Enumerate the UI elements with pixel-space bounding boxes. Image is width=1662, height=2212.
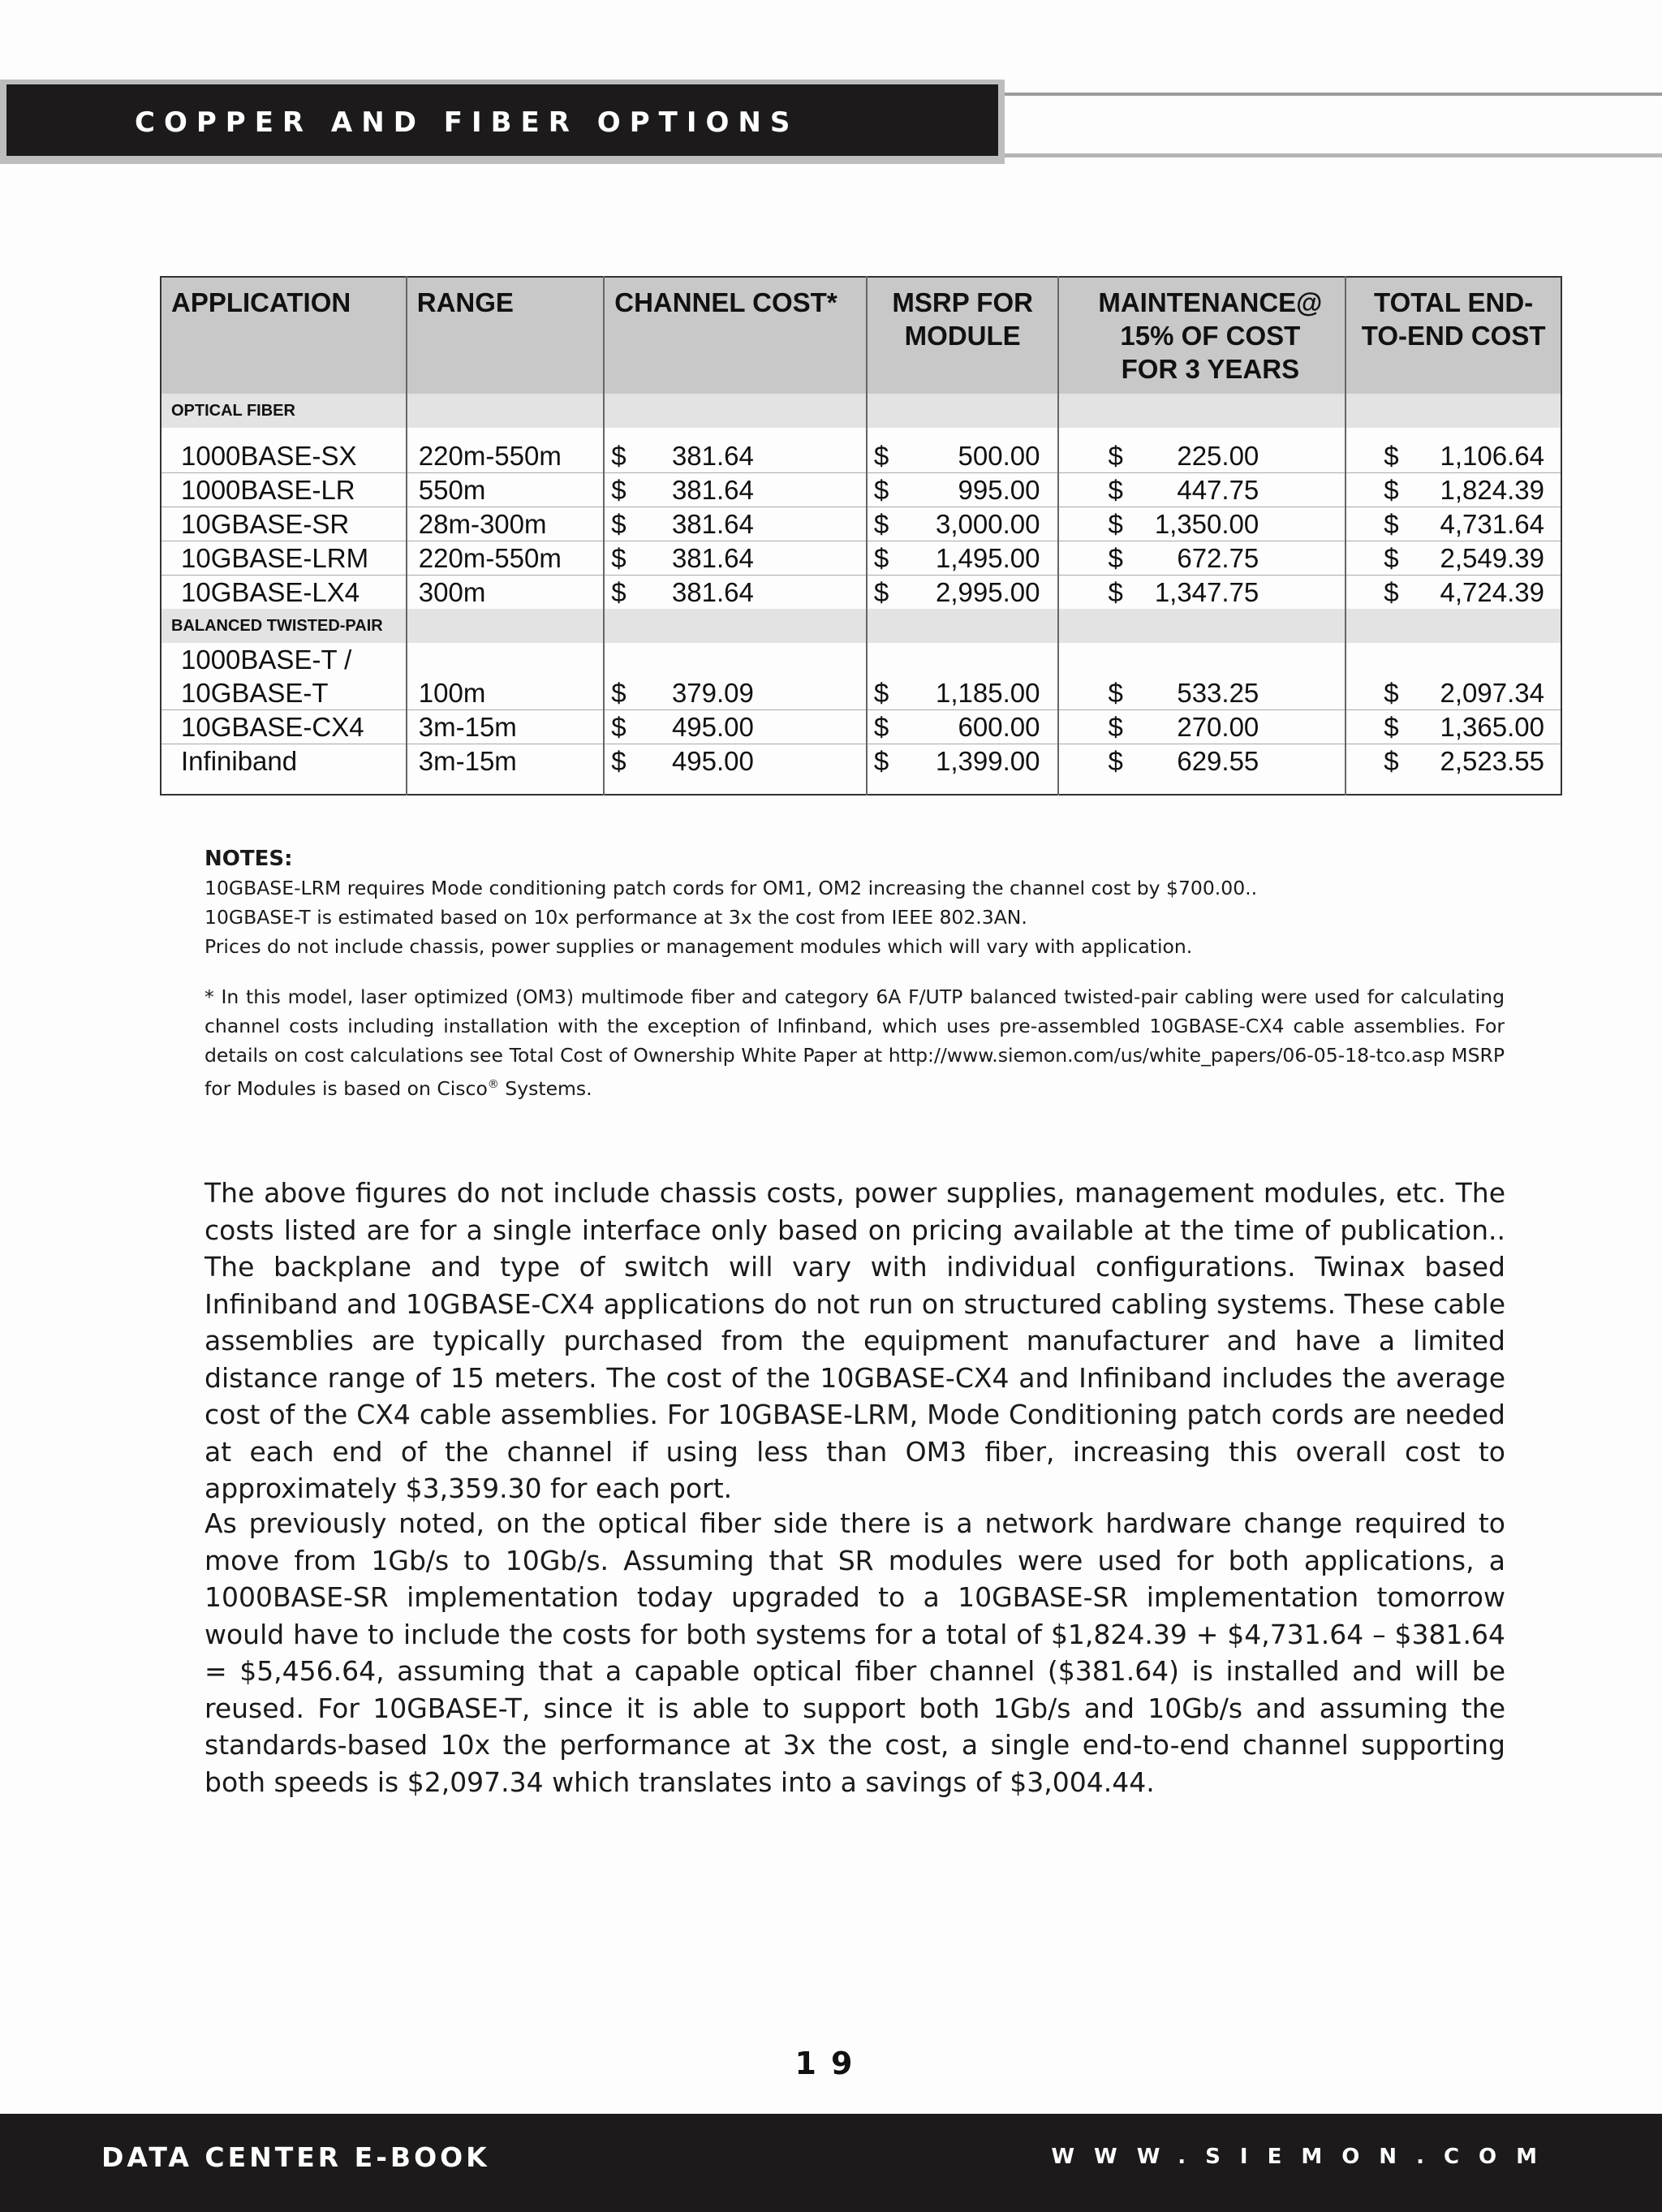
cell-maintenance	[1058, 744, 1346, 778]
note-line: Prices do not include chassis, power supplies or management modules which will vary with application.	[205, 935, 1193, 958]
note-line: 10GBASE-T is estimated based on 10x performance at 3x the cost from IEEE 802.3AN.	[205, 906, 1027, 929]
total-value: 1,106.64	[1440, 441, 1544, 471]
page-number: 19	[794, 2046, 868, 2081]
maintenance-value: 533.25	[1177, 678, 1259, 708]
msrp-value: 1,399.00	[936, 746, 1040, 776]
cell-range: 300m	[407, 576, 605, 610]
cell-total	[1346, 576, 1561, 610]
msrp-value: 3,000.00	[936, 509, 1040, 539]
msrp-value: 500.00	[958, 441, 1040, 471]
currency-symbol: $	[1384, 509, 1399, 539]
currency-symbol: $	[611, 543, 626, 573]
total-value: 2,523.55	[1440, 746, 1544, 776]
page-title: COPPER AND FIBER OPTIONS	[135, 106, 799, 139]
cell-channel-cost	[604, 576, 867, 610]
cell-channel-cost	[604, 439, 867, 473]
cell-msrp	[867, 507, 1059, 541]
cell-total	[1346, 676, 1561, 710]
cell-range: 550m	[407, 473, 605, 507]
section-row-optical-fiber	[161, 394, 1561, 428]
cell-total	[1346, 473, 1561, 507]
currency-symbol: $	[1108, 543, 1123, 573]
maintenance-value: 1,350.00	[1154, 509, 1259, 539]
currency-symbol: $	[873, 509, 889, 539]
currency-symbol: $	[1384, 712, 1399, 742]
cell-msrp	[867, 439, 1059, 473]
maintenance-value: 270.00	[1177, 712, 1259, 742]
msrp-value: 1,495.00	[936, 543, 1040, 573]
channel-cost-value: 495.00	[671, 746, 754, 776]
currency-symbol: $	[1384, 475, 1399, 505]
cell-msrp	[867, 576, 1059, 610]
cell-msrp	[867, 744, 1059, 778]
table-row	[161, 439, 1561, 473]
currency-symbol: $	[873, 577, 889, 607]
cell-channel-cost	[604, 541, 867, 576]
channel-cost-value: 381.64	[671, 543, 754, 573]
total-value: 1,365.00	[1440, 712, 1544, 742]
table-row	[161, 710, 1561, 744]
note-line: 10GBASE-LRM requires Mode conditioning patch cords for OM1, OM2 increasing the channel cost by $700.00..	[205, 877, 1258, 899]
channel-cost-value: 495.00	[671, 712, 754, 742]
currency-symbol: $	[873, 543, 889, 573]
header-banner-inner	[6, 84, 998, 156]
currency-symbol: $	[611, 509, 626, 539]
channel-cost-value: 381.64	[671, 577, 754, 607]
channel-cost-value: 381.64	[671, 441, 754, 471]
cell-channel-cost	[604, 676, 867, 710]
currency-symbol: $	[873, 678, 889, 708]
maintenance-value: 225.00	[1177, 441, 1259, 471]
cell-range: 3m-15m	[407, 744, 605, 778]
currency-symbol: $	[1108, 577, 1123, 607]
table-row	[161, 473, 1561, 507]
column-header-range: RANGE	[407, 277, 605, 394]
cell-total	[1346, 710, 1561, 744]
currency-symbol: $	[1384, 543, 1399, 573]
notes-title: NOTES:	[205, 847, 293, 871]
total-value: 4,731.64	[1440, 509, 1544, 539]
msrp-value: 1,185.00	[936, 678, 1040, 708]
cell-application: 1000BASE-SX	[161, 439, 407, 473]
cell-total	[1346, 541, 1561, 576]
column-header-channel-cost: CHANNEL COST*	[604, 277, 867, 394]
cell-range: 3m-15m	[407, 710, 605, 744]
cell-maintenance	[1058, 507, 1346, 541]
channel-cost-value: 381.64	[671, 509, 754, 539]
channel-cost-value: 381.64	[671, 475, 754, 505]
currency-symbol: $	[611, 746, 626, 776]
currency-symbol: $	[1108, 712, 1123, 742]
cell-application: 10GBASE-T	[161, 676, 407, 710]
maintenance-value: 447.75	[1177, 475, 1259, 505]
total-value: 2,549.39	[1440, 543, 1544, 573]
table-row-continued	[161, 643, 1561, 676]
registered-mark: ®	[487, 1078, 499, 1091]
currency-symbol: $	[873, 712, 889, 742]
maintenance-value: 672.75	[1177, 543, 1259, 573]
cell-range: 220m-550m	[407, 541, 605, 576]
cell-channel-cost	[604, 744, 867, 778]
cell-msrp	[867, 710, 1059, 744]
currency-symbol: $	[611, 577, 626, 607]
cell-application: 10GBASE-CX4	[161, 710, 407, 744]
cost-comparison-table	[160, 276, 1562, 796]
currency-symbol: $	[611, 441, 626, 471]
currency-symbol: $	[1108, 746, 1123, 776]
cell-range: 220m-550m	[407, 439, 605, 473]
cell-application: Infiniband	[181, 746, 298, 776]
msrp-value: 2,995.00	[936, 577, 1040, 607]
column-header-application: APPLICATION	[161, 277, 407, 394]
currency-symbol: $	[1384, 678, 1399, 708]
currency-symbol: $	[1384, 577, 1399, 607]
currency-symbol: $	[1384, 746, 1399, 776]
total-value: 2,097.34	[1440, 678, 1544, 708]
maintenance-value: 1,347.75	[1154, 577, 1259, 607]
currency-symbol: $	[1108, 678, 1123, 708]
cell-range: 100m	[407, 676, 605, 710]
cell-msrp	[867, 473, 1059, 507]
table-row	[161, 541, 1561, 576]
cell-msrp	[867, 676, 1059, 710]
cell-maintenance	[1058, 676, 1346, 710]
cell-maintenance	[1058, 541, 1346, 576]
section-label: OPTICAL FIBER	[161, 394, 407, 428]
cell-range: 28m-300m	[407, 507, 605, 541]
currency-symbol: $	[873, 441, 889, 471]
table-row	[161, 744, 1561, 778]
column-header-total: TOTAL END-TO-END COST	[1346, 277, 1561, 394]
cell-maintenance	[1058, 439, 1346, 473]
cell-channel-cost	[604, 710, 867, 744]
cell-application-line1: 1000BASE-T /	[181, 645, 352, 675]
table-header-row	[161, 277, 1561, 394]
header-banner	[0, 80, 1005, 164]
cell-channel-cost	[604, 507, 867, 541]
table-row	[161, 576, 1561, 610]
currency-symbol: $	[873, 746, 889, 776]
cell-total	[1346, 439, 1561, 473]
footer-bar	[0, 2114, 1662, 2212]
footnote	[205, 982, 1505, 1103]
cell-maintenance	[1058, 576, 1346, 610]
total-value: 4,724.39	[1440, 577, 1544, 607]
cell-total	[1346, 744, 1561, 778]
table-row	[161, 507, 1561, 541]
currency-symbol: $	[1108, 441, 1123, 471]
cell-total	[1346, 507, 1561, 541]
msrp-value: 995.00	[958, 475, 1040, 505]
section-label: BALANCED TWISTED-PAIR	[161, 609, 407, 643]
cell-application: 10GBASE-LX4	[181, 577, 360, 607]
column-header-maintenance: MAINTENANCE@ 15% OF COST FOR 3 YEARS	[1058, 277, 1346, 394]
cell-maintenance	[1058, 710, 1346, 744]
maintenance-value: 629.55	[1177, 746, 1259, 776]
currency-symbol: $	[873, 475, 889, 505]
section-row-balanced-twisted-pair	[161, 609, 1561, 643]
cell-application: 1000BASE-LR	[161, 473, 407, 507]
currency-symbol: $	[1384, 441, 1399, 471]
total-value: 1,824.39	[1440, 475, 1544, 505]
header-rule-bottom	[1000, 153, 1662, 157]
currency-symbol: $	[1108, 475, 1123, 505]
footnote-end: Systems.	[498, 1076, 592, 1100]
cell-application: 10GBASE-SR	[161, 507, 407, 541]
body-paragraph-1: The above figures do not include chassis costs, power supplies, management modules, etc. The costs listed are for a single interface only based on pricing available at the time of publication.. The backplane and type of switch will vary with individual configurations. Twinax based Infiniband and 10GBASE-CX4 applications do not run on structured cabling systems. These cable assemblies are typically purchased from the equipment manufacturer and have a limited distance range of 15 meters. The cost of the 10GBASE-CX4 and Infiniband includes the average cost of the CX4 cable assemblies. For 10GBASE-LRM, Mode Conditioning patch cords are needed at each end of the channel if using less than OM3 fiber, increasing this overall cost to approximately $3,359.30 for each port.	[205, 1177, 1505, 1504]
cell-maintenance	[1058, 473, 1346, 507]
notes-block	[205, 844, 1505, 1103]
table-row	[161, 676, 1561, 710]
cell-application: 10GBASE-LRM	[161, 541, 407, 576]
currency-symbol: $	[611, 712, 626, 742]
column-header-msrp: MSRP FOR MODULE	[867, 277, 1059, 394]
footnote-text: * In this model, laser optimized (OM3) multimode fiber and category 6A F/UTP balanced twisted-pair cabling were used for calculating channel costs including installation with the exception of Infinband, which uses pre-assembled 10GBASE-CX4 cable assemblies. For details on cost calculations see Total Cost of Ownership White Paper at http://www.siemon.com/us/white_papers/06-05-18-tco.asp MSRP for Modules is based on Cisco	[205, 985, 1505, 1100]
footer-website: WWW.SIEMON.COM	[1051, 2145, 1557, 2169]
currency-symbol: $	[1108, 509, 1123, 539]
cell-msrp	[867, 541, 1059, 576]
footer-title: DATA CENTER E-BOOK	[101, 2141, 490, 2173]
currency-symbol: $	[611, 475, 626, 505]
channel-cost-value: 379.09	[671, 678, 754, 708]
currency-symbol: $	[611, 678, 626, 708]
header-rule-top	[1000, 93, 1662, 96]
cell-channel-cost	[604, 473, 867, 507]
msrp-value: 600.00	[958, 712, 1040, 742]
body-paragraph-2: As previously noted, on the optical fiber side there is a network hardware change required to move from 1Gb/s to 10Gb/s. Assuming that SR modules were used for both applications, a 1000BASE-SR implementation today upgraded to a 10GBASE-SR implementation tomorrow would have to include the costs for both systems for a total of $1,824.39 + $4,731.64 – $381.64 = $5,456.64, assuming that a capable optical fiber channel ($381.64) is installed and will be reused. For 10GBASE-T, since it is able to support both 1Gb/s and 10Gb/s and assuming the standards-based 10x the performance at 3x the cost, a single end-to-end channel supporting both speeds is $2,097.34 which translates into a savings of $3,004.44.	[205, 1507, 1505, 1798]
